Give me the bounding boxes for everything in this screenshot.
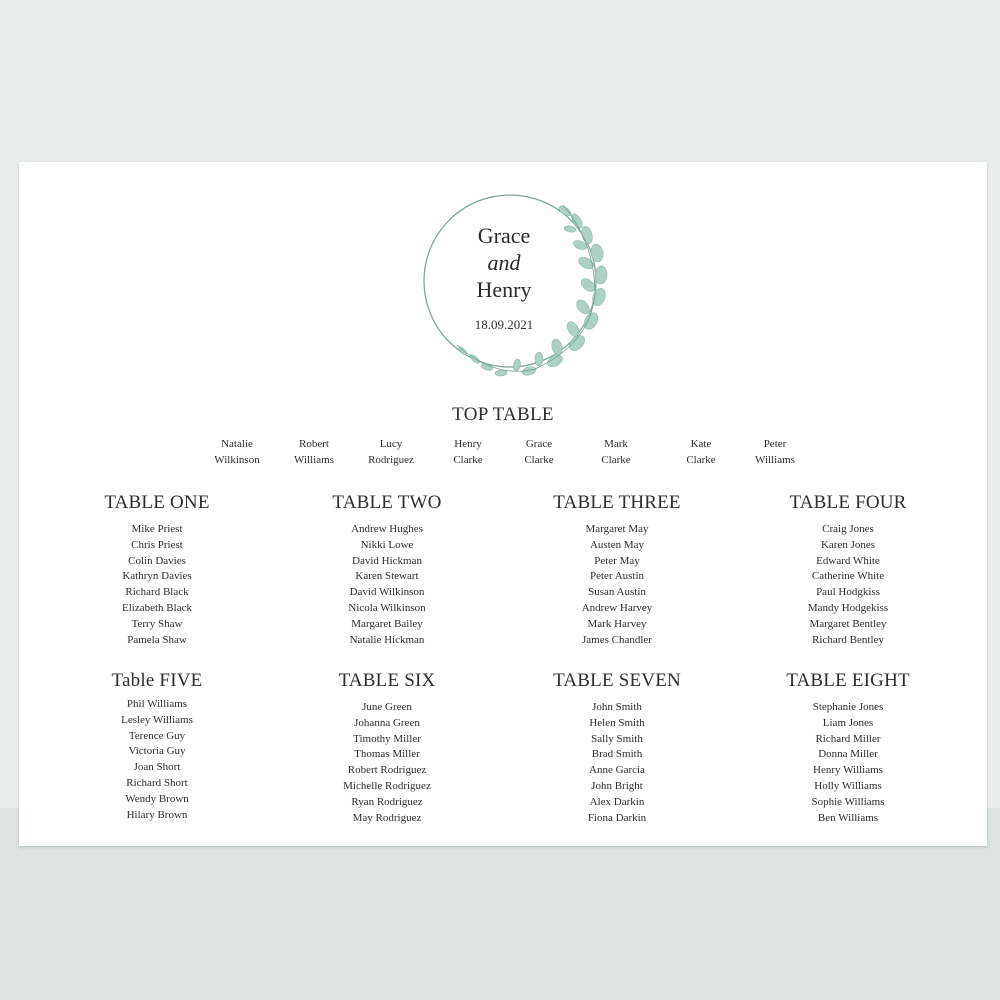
guest-name: Nicola Wilkinson [348,601,426,614]
table-title: TABLE SEVEN [553,670,681,691]
guest-name: Joan Short [133,761,181,774]
table-eight [743,670,953,826]
guest-name: Alex Darkin [589,795,645,808]
top-table-guest: Grace Clarke [524,438,554,466]
guest-name: Robert Rodriguez [347,764,427,777]
guest-name: Terry Shaw [131,617,183,630]
table-title: TABLE ONE [104,492,210,513]
guest-name: John Smith [592,701,642,713]
guest-name: Natalie Hickman [349,633,425,646]
guest-name: Terence Guy [128,729,186,742]
guest-name: Liam Jones [822,716,874,729]
top-table-guest: Henry Clarke [453,438,483,466]
guest-name: Ben Williams [817,811,879,824]
guest-name: Nikki Lowe [360,538,414,551]
guest-name: Henry Williams [813,764,883,777]
guest-name: David Hickman [352,554,422,567]
guest-list [52,697,262,823]
guest-name: Sophie Williams [811,795,885,808]
table-title: TABLE THREE [553,492,681,513]
guest-name: Helen Smith [589,716,645,729]
guest-name: Peter May [594,554,640,567]
guest-list [52,522,262,648]
guest-list [743,522,953,648]
table-title: TABLE EIGHT [786,670,910,691]
guest-name: Margaret Bailey [351,617,423,630]
guest-list [512,700,722,826]
guest-name: Phil Williams [126,698,188,710]
top-table-guest: Robert Williams [294,438,334,466]
top-table-guest: Lucy Rodriguez [368,438,414,466]
guest-name: Donna Miller [818,748,878,761]
guest-name: John Bright [591,779,643,792]
table-title: TABLE TWO [332,492,442,513]
guest-name: Edward White [816,554,880,567]
guest-name: Colin Davies [128,554,186,567]
guest-list [282,700,492,826]
guest-name: Mike Priest [131,523,183,535]
guest-name: Thomas Miller [354,748,420,761]
guest-name: Mandy Hodgekiss [807,601,889,614]
guest-name: Paul Hodgkiss [816,586,880,599]
table-title: TABLE SIX [338,670,436,691]
guest-name: Fiona Darkin [587,811,647,824]
guest-name: Kathryn Davies [122,570,192,583]
guest-name: Brad Smith [591,748,643,761]
guest-name: Richard Bentley [812,633,884,646]
name-one: Grace [477,223,531,248]
guest-name: Michelle Rodriguez [343,779,431,792]
guest-name: Sally Smith [591,732,643,745]
guest-name: Susan Austin [588,586,646,599]
wedding-date: 18.09.2021 [474,317,534,332]
guest-name: Timothy Miller [353,732,421,745]
guest-name: Ryan Rodriguez [351,795,423,808]
table-three [512,492,722,648]
table-title: Table FIVE [111,670,203,691]
seating-plan-card [19,162,987,846]
guest-name: Andrew Harvey [581,601,653,614]
guest-name: Hilary Brown [126,808,188,821]
guest-name: Austen May [589,538,645,551]
guest-name: Karen Jones [820,538,876,551]
guest-name: Stephanie Jones [812,701,884,713]
guest-name: James Chandler [582,633,652,646]
top-table-guest: Natalie Wilkinson [214,438,260,466]
guest-name: Chris Priest [131,538,183,551]
guest-name: Anne Garcia [589,764,645,777]
guest-name: Craig Jones [822,523,874,535]
top-table-title: TOP TABLE [452,404,554,425]
guest-name: Pamela Shaw [127,633,187,646]
top-table-guest: Kate Clarke [686,438,716,466]
guest-name: Johanna Green [354,716,420,729]
guest-list [743,700,953,826]
guest-name: David Wilkinson [349,586,425,599]
couple-names [434,222,574,303]
guest-name: Elizabeth Black [122,601,192,614]
guest-name: Mark Harvey [587,617,647,630]
guest-list [282,522,492,648]
top-table-guest: Mark Clarke [601,438,631,466]
guest-name: May Rodriguez [352,811,422,824]
table-six [282,670,492,826]
guest-name: Richard Miller [815,732,881,745]
table-seven [512,670,722,826]
guest-list [512,522,722,648]
guest-name: Victoria Guy [128,745,186,758]
guest-name: Holly Williams [814,779,882,792]
guest-name: June Green [362,701,412,713]
table-title: TABLE FOUR [789,492,907,513]
and-text: and [487,250,521,275]
table-four [743,492,953,648]
top-table-guest: Peter Williams [755,438,795,466]
guest-name: Richard Short [126,776,188,789]
guest-name: Wendy Brown [125,792,189,805]
guest-name: Karen Stewart [355,570,419,583]
table-two [282,492,492,648]
guest-name: Andrew Hughes [351,523,423,535]
table-five [52,670,262,823]
guest-name: Peter Austin [589,570,645,583]
guest-name: Margaret May [585,523,649,535]
guest-name: Catherine White [811,570,885,583]
guest-name: Lesley Williams [121,713,193,726]
name-two: Henry [476,277,532,302]
table-one [52,492,262,648]
guest-name: Margaret Bentley [809,617,887,630]
guest-name: Richard Black [125,586,189,599]
